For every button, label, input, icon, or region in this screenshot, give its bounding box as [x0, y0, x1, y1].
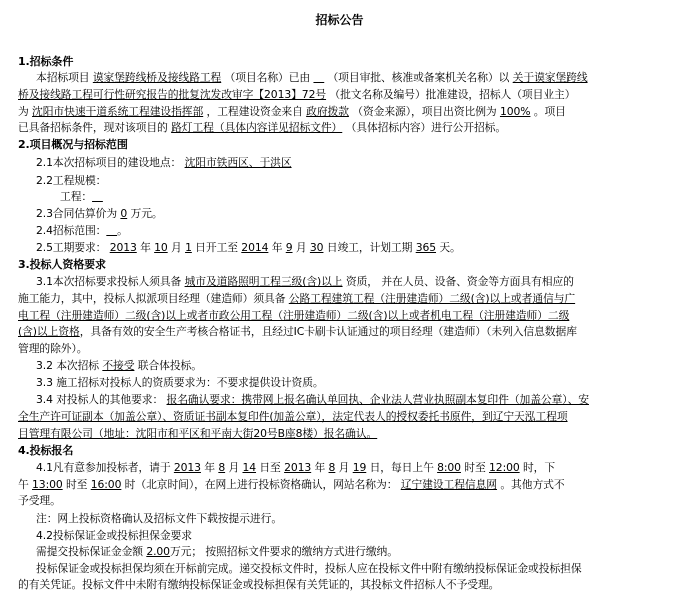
- sec2-line2: 2.2工程规模：: [36, 174, 107, 187]
- website-name: 辽宁建设工程信息网: [400, 478, 498, 491]
- sec2-line3: 工程：＿: [60, 190, 103, 203]
- sec3-line6: 3.2 本次招标 不接受 联合体投标。: [36, 359, 202, 372]
- sec3-line9: 全生产许可证副本（加盖公章）、资质证书副本复印件(加盖公章），法定代表人的授权委托书原件，到辽宁天泓工程项: [18, 410, 568, 423]
- sec4-line8: 的有关凭证。投标文件中未附有缴纳投标保证金或投标担保有关凭证的，其投标文件招标人不予受理。: [18, 578, 500, 591]
- sec4-line7: 投标保证金或投标担保均须在开标前完成。递交投标文件时，投标人应在投标文件中附有缴纳投标保证金或投标担保: [36, 562, 582, 575]
- sec4-line5: 4.2投标保证金或投标担保金要求: [36, 529, 192, 542]
- sec3-line3: 电工程（注册建造师）二级(含)以上或者市政公用工程（注册建造师）二级(含)以上或者机电工程（注册建造师）二级: [18, 309, 570, 322]
- sec3-line4: (含)以上资格，具备有效的安全生产考核合格证书，且经过IC卡刷卡认证通过的项目经理（建造师）（未列入信息数据库: [18, 325, 577, 338]
- sec4-note: 注：网上投标资格确认及招标文件下载按提示进行。: [36, 512, 283, 525]
- sec1-line4: 已具备招标条件，现对该项目的 路灯工程（具体内容详见招标文件） （具体招标内容）进行公开招标。: [18, 121, 507, 134]
- sec1-line3: 为 沈阳市快速干道系统工程建设指挥部 ，工程建设资金来自 政府拨款 （资金来源），项目出资比例为 100% 。项目: [18, 105, 566, 118]
- sec3-line5: 管理的除外）。: [18, 342, 88, 355]
- sec1-line1: 本招标项目 谟家堡跨线桥及接线路工程 （项目名称）已由 ＿ （项目审批、核准或备案机关名称）以 关于谟家堡跨线: [36, 71, 588, 84]
- sec1-line2: 桥及接线路工程可行性研究报告的批复沈发改审字【2013】72号 （批文名称及编号）批准建设，招标人（项目业主）: [18, 88, 576, 101]
- sec3-line2: 施工能力，其中，投标人拟派项目经理（建造师）须具备 公路工程建筑工程（注册建造师）二级(含)以上或者通信与广: [18, 292, 576, 305]
- sec2-line1: 2.1本次招标项目的建设地点： 沈阳市铁西区、于洪区: [36, 156, 292, 169]
- section-1-heading: 1.招标条件: [18, 55, 74, 68]
- project-name: 谟家堡跨线桥及接线路工程: [92, 71, 222, 84]
- sec4-line2: 午 13:00 时至 16:00 时（北京时间），在网上进行投标资格确认，网站名称为： 辽宁建设工程信息网 。其他方式不: [18, 478, 565, 491]
- sec2-line6: 2.5工期要求： 2013 年 10 月 1 日开工至 2014 年 9 月 30 日竣工，计划工期 365 天。: [36, 241, 461, 254]
- page-title: 招标公告: [315, 13, 364, 27]
- sec4-line3: 予受理。: [18, 494, 61, 507]
- sec3-line8: 3.4 对投标人的其他要求： 报名确认要求：携带网上报名确认单回执、企业法人营业执照副本复印件（加盖公章）、安: [36, 393, 589, 406]
- sec3-line1: 3.1本次招标要求投标人须具备 城市及道路照明工程三级(含)以上 资质， 并在人员、设备、资金等方面具有相应的: [36, 275, 574, 288]
- sec2-line5: 2.4招标范围：＿。: [36, 224, 128, 237]
- sec4-line1: 4.1凡有意参加投标者，请于 2013 年 8 月 14 日至 2013 年 8 月 19 日，每日上午 8:00 时至 12:00 时，下: [36, 461, 556, 474]
- sec2-line4: 2.3合同估算价为 0 万元。: [36, 207, 163, 220]
- section-3-heading: 3.投标人资格要求: [18, 258, 106, 271]
- sec3-line7: 3.3 施工招标对投标人的资质要求为：不要求提供设计资质。: [36, 376, 324, 389]
- sec3-line10: 目管理有限公司（地址：沈阳市和平区和平南大街20号B座8楼）报名确认。: [18, 427, 378, 440]
- sec4-line6: 需提交投标保证金金额 2.00万元； 按照招标文件要求的缴纳方式进行缴纳。: [36, 545, 398, 558]
- section-4-heading: 4.投标报名: [18, 444, 74, 457]
- section-2-heading: 2.项目概况与招标范围: [18, 138, 128, 151]
